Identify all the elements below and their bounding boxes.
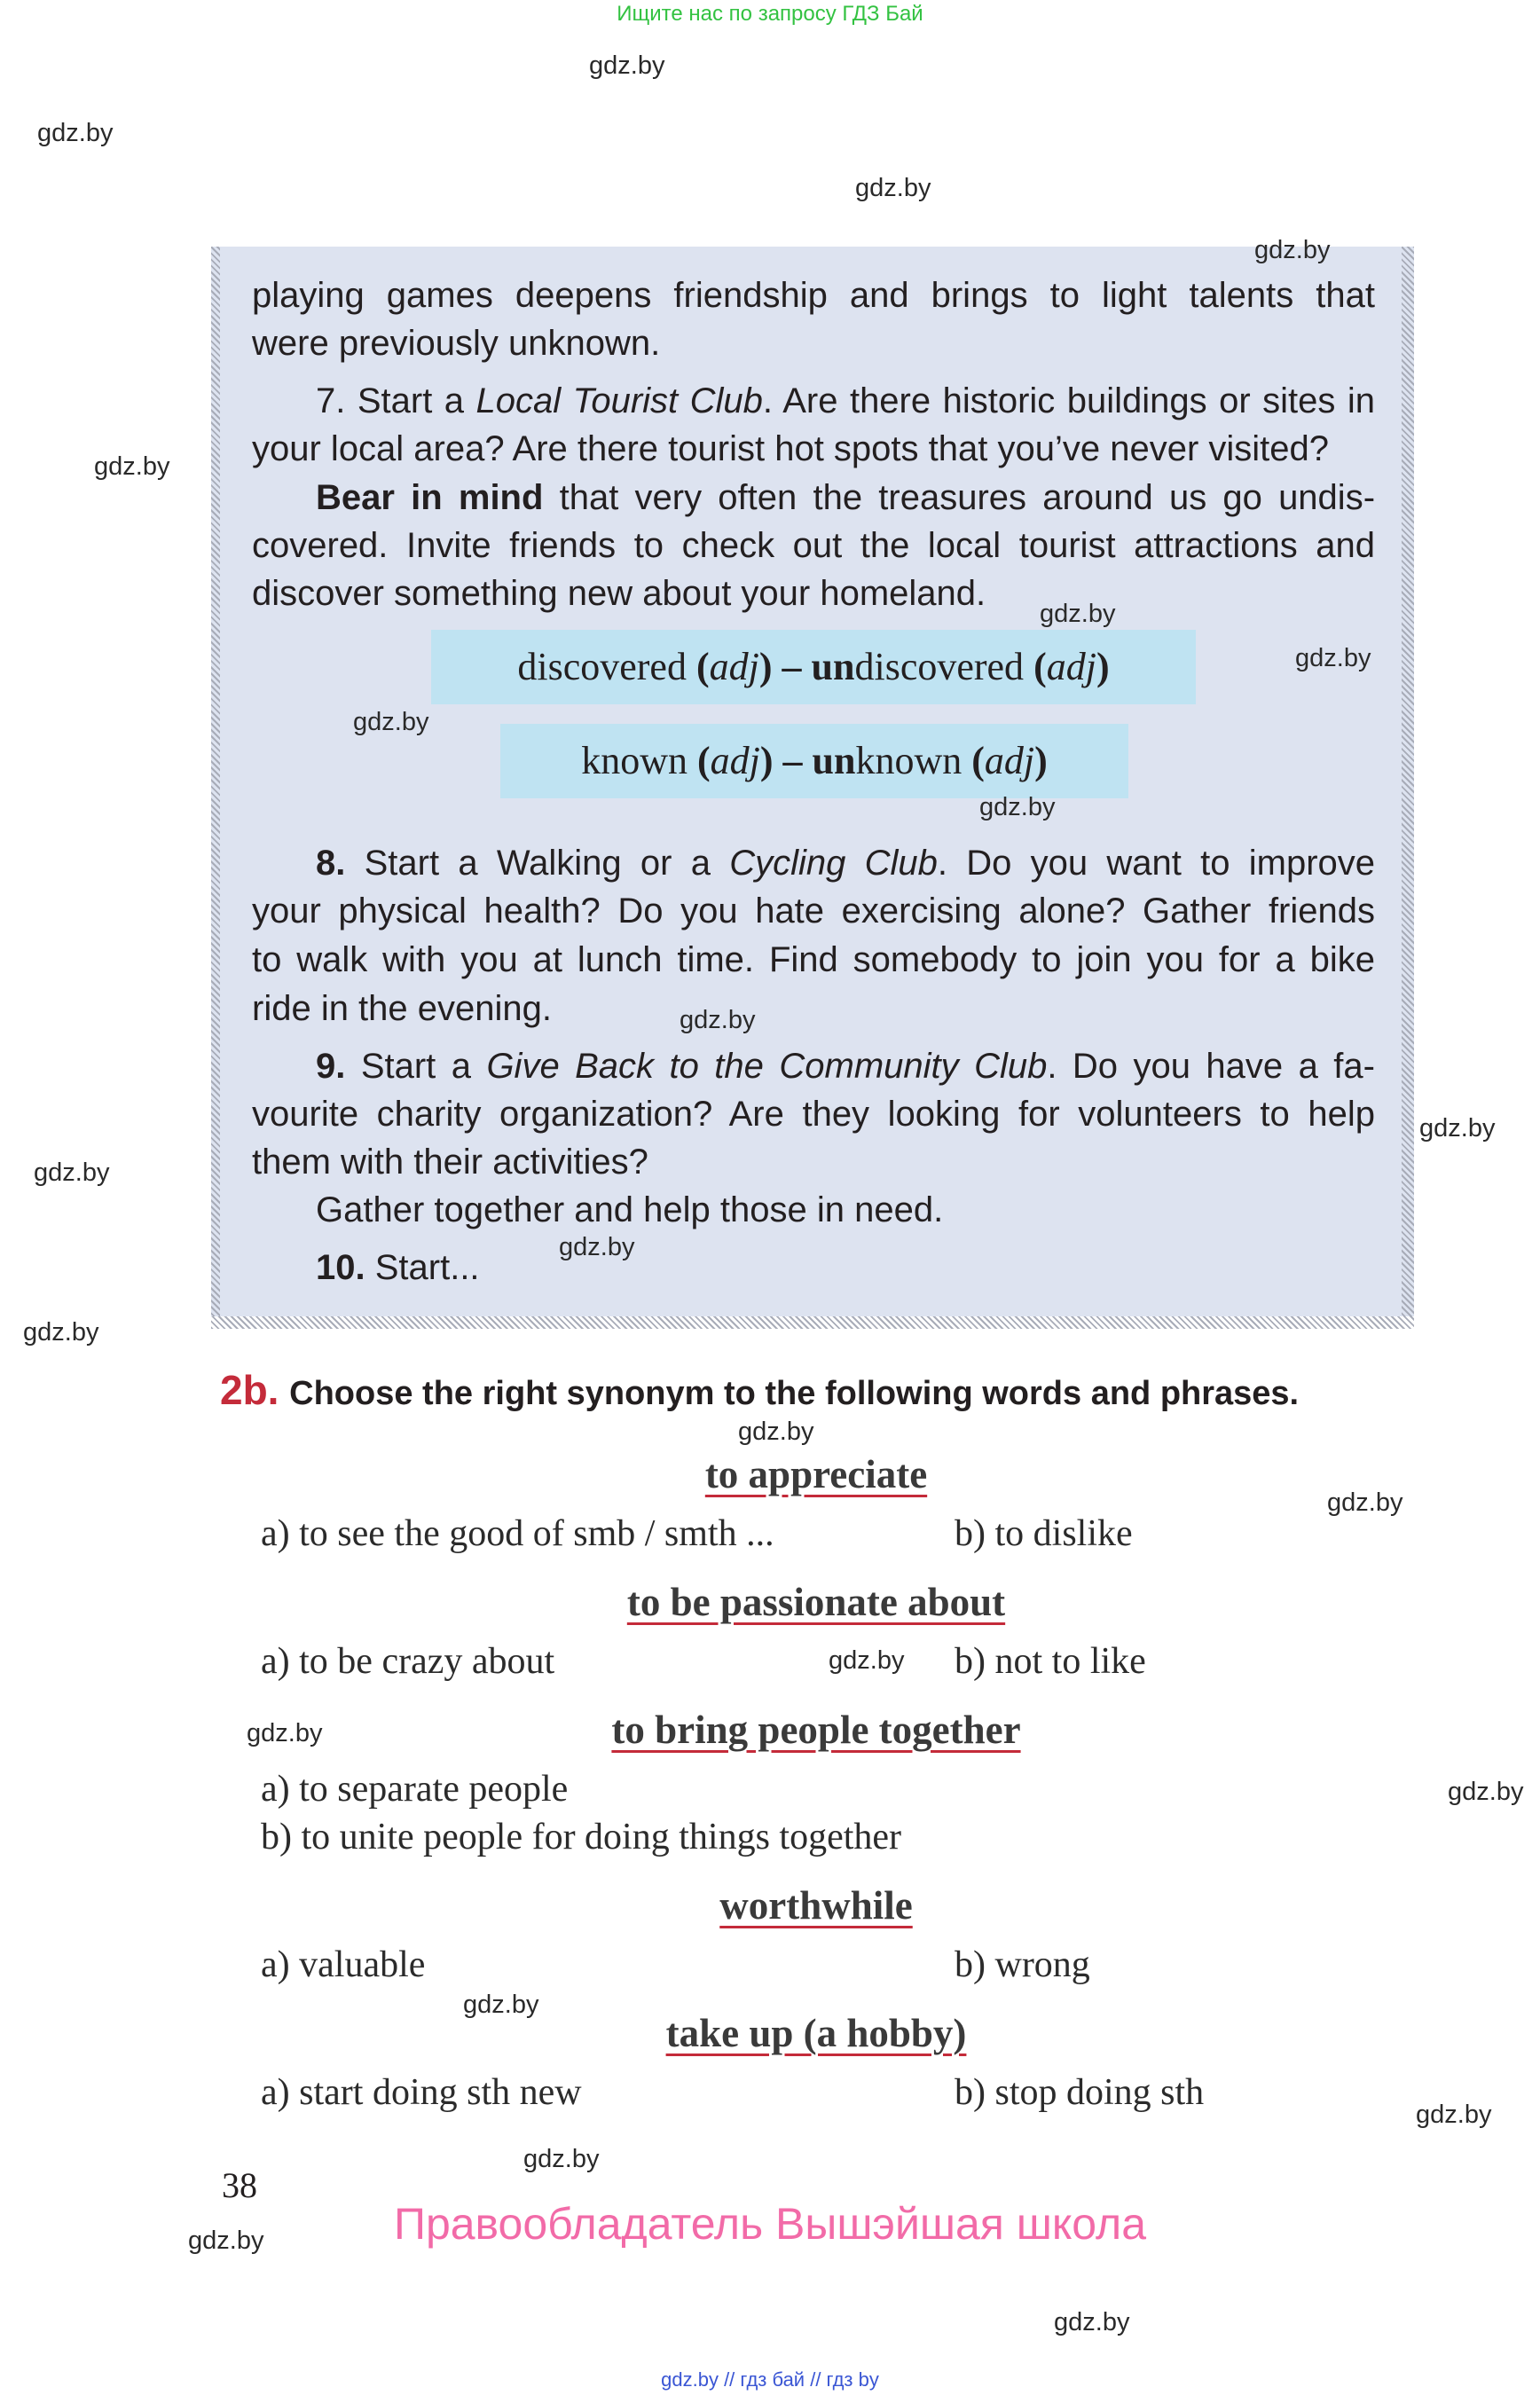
option-b[interactable]: b) wrong [955, 1944, 1090, 1985]
club-name: Local Tourist Club [475, 381, 763, 420]
text-line: your physical health? Do you hate exercising alone? Gather friends [252, 891, 1375, 931]
club-name: Give Back to the Community Club [486, 1047, 1048, 1086]
paragraph-9 [316, 1042, 1375, 1090]
watermark: gdz.by [1054, 2308, 1130, 2336]
option-b[interactable]: b) stop doing sth [955, 2072, 1205, 2113]
option-a[interactable]: a) to see the good of smb / smth ... [261, 1513, 774, 1554]
text-fragment: Start... [374, 1248, 480, 1287]
watermark: gdz.by [1040, 600, 1116, 628]
vocab-word: known [855, 739, 962, 782]
text-fragment: . Are there historic buildings or sites in [762, 381, 1375, 420]
paragraph-10 [316, 1244, 1375, 1292]
item-number: 9. [316, 1047, 346, 1086]
item-number: 10. [316, 1248, 365, 1287]
page-number: 38 [222, 2165, 257, 2205]
watermark: gdz.by [589, 51, 665, 80]
box-border-right [1402, 247, 1414, 1327]
part-of-speech: adj [984, 739, 1035, 782]
option-a[interactable]: a) to separate people [261, 1769, 569, 1810]
box-border-bottom [211, 1316, 1414, 1329]
watermark: gdz.by [1327, 1488, 1403, 1517]
watermark: gdz.by [463, 1991, 539, 2019]
text-line: Gather together and help those in need. [316, 1190, 944, 1229]
text-line: vourite charity organization? Are they looking for volunteers to help [252, 1095, 1375, 1134]
item-number: 8. [316, 844, 346, 883]
vocab-word: discovered [854, 645, 1025, 688]
text-fragment: that very often the treasures around us go undis- [559, 478, 1376, 517]
watermark: gdz.by [34, 1158, 110, 1187]
watermark: gdz.by [855, 174, 931, 202]
watermark: gdz.by [247, 1719, 323, 1747]
vocab-prefix: un [811, 645, 855, 688]
text-line: were previously unknown. [252, 324, 661, 363]
bear-in-mind [316, 474, 1375, 522]
club-name: Cycling Club [729, 844, 938, 883]
item-number: 7. [316, 381, 346, 420]
watermark: gdz.by [738, 1417, 814, 1446]
synonym-headword: to bring people together [611, 1708, 1021, 1752]
vocab-box-known: known (adj) – unknown (adj) [500, 724, 1128, 798]
watermark: gdz.by [188, 2226, 264, 2255]
task-number: 2b. [220, 1367, 279, 1413]
vocab-dash: – [782, 739, 803, 782]
text-fragment: . Do you want to improve [937, 844, 1376, 883]
text-fragment: Start a Walking or a [364, 844, 711, 883]
synonym-headword: to appreciate [704, 1452, 928, 1496]
text-line: discover something new about your homeland. [252, 574, 986, 613]
text-fragment: . Do you have a fa- [1047, 1047, 1375, 1086]
top-banner[interactable]: Ищите нас по запросу ГДЗ Бай [617, 2, 923, 26]
paragraph-8 [316, 839, 1375, 887]
watermark: gdz.by [37, 119, 114, 147]
synonym-headword: take up (a hobby) [665, 2011, 967, 2055]
watermark: gdz.by [559, 1233, 635, 1261]
task-heading [220, 1366, 1299, 1414]
text-line: playing games deepens friendship and brings to light talents that [252, 276, 1375, 315]
synonym-headword: worthwhile [719, 1883, 913, 1928]
vocab-box-discovered: discovered (adj) – undiscovered (adj) [431, 630, 1196, 704]
part-of-speech: adj [1046, 645, 1096, 688]
bear-in-mind-label: Bear in mind [316, 478, 544, 517]
option-a[interactable]: a) valuable [261, 1944, 426, 1985]
part-of-speech: adj [710, 739, 760, 782]
watermark: gdz.by [523, 2145, 600, 2173]
text-line: to walk with you at lunch time. Find somebody to join you for a bike [252, 940, 1375, 979]
task-title: Choose the right synonym to the following words and phrases. [289, 1375, 1300, 1412]
option-b[interactable]: b) to unite people for doing things together [261, 1817, 902, 1857]
footer-links[interactable]: gdz.by // гдз бай // гдз by [661, 2368, 879, 2391]
box-border-left [211, 247, 220, 1327]
option-b[interactable]: b) to dislike [955, 1513, 1133, 1554]
watermark: gdz.by [829, 1646, 905, 1675]
watermark: gdz.by [1416, 2101, 1492, 2129]
watermark: gdz.by [94, 452, 170, 481]
text-line: covered. Invite friends to check out the local tourist attractions and [252, 526, 1375, 565]
option-a[interactable]: a) start doing sth new [261, 2072, 582, 2113]
vocab-dash: – [782, 645, 802, 688]
text-fragment: Start a [357, 381, 465, 420]
vocab-word: known [581, 739, 688, 782]
text-line: them with their activities? [252, 1143, 648, 1182]
vocab-prefix: un [812, 739, 856, 782]
text-line: ride in the evening. [252, 989, 553, 1028]
option-a[interactable]: a) to be crazy about [261, 1641, 555, 1682]
watermark: gdz.by [680, 1006, 756, 1034]
option-b[interactable]: b) not to like [955, 1641, 1146, 1682]
copyright-notice: Правообладатель Вышэйшая школа [394, 2199, 1146, 2249]
watermark: gdz.by [1419, 1114, 1496, 1143]
part-of-speech: adj [709, 645, 759, 688]
watermark: gdz.by [1295, 644, 1371, 672]
synonym-headword: to be passionate about [626, 1580, 1006, 1624]
watermark: gdz.by [353, 708, 429, 736]
watermark: gdz.by [23, 1318, 99, 1347]
text-fragment: Start a [360, 1047, 471, 1086]
watermark: gdz.by [1254, 236, 1331, 264]
text-line: your local area? Are there tourist hot spots that you’ve never visited? [252, 429, 1330, 468]
paragraph-7 [316, 377, 1375, 425]
watermark: gdz.by [1448, 1778, 1524, 1806]
vocab-word: discovered [517, 645, 687, 688]
watermark: gdz.by [979, 793, 1056, 821]
